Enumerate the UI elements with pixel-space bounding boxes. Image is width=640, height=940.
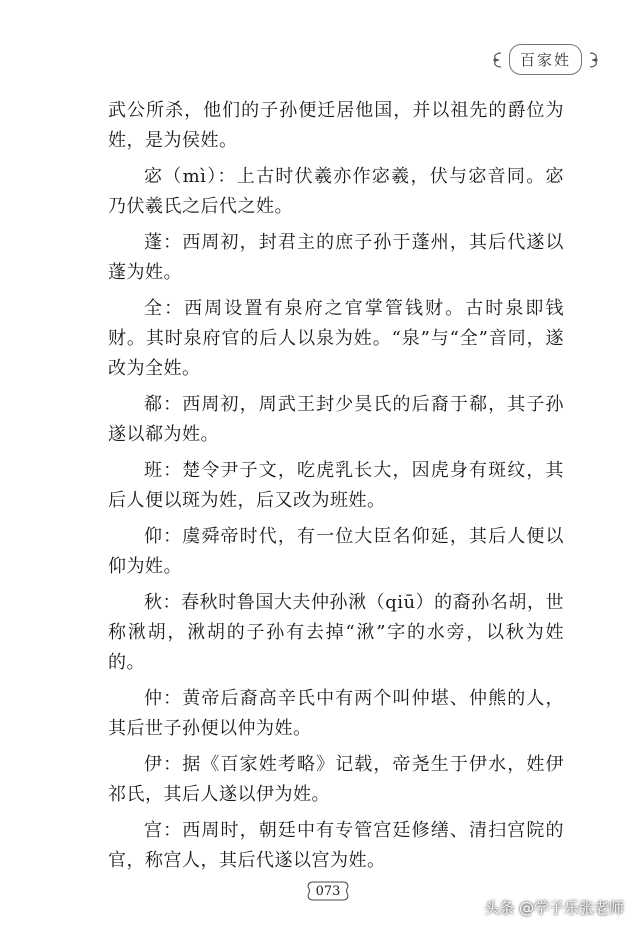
paragraph-surname-qiu: 秋：春秋时鲁国大夫仲孙湫（qiū）的裔孙名胡，世称湫胡，湫胡的子孙有去掉“湫”字的水旁，以秋为姓的。	[108, 592, 564, 673]
left-ornament-icon	[489, 51, 503, 69]
paragraph-surname-mi: 宓（mì）：上古时伏羲亦作宓羲，伏与宓音同。宓乃伏羲氏之后代之姓。	[108, 166, 564, 217]
header-title: 百家姓	[509, 44, 582, 75]
paragraph-surname-peng: 蓬：西周初，封君主的庶子孙于蓬州，其后代遂以蓬为姓。	[108, 232, 564, 283]
watermark: 头条 @学子乐张老师	[484, 899, 624, 917]
paragraph-surname-yi: 伊：据《百家姓考略》记载，帝尧生于伊水，姓伊祁氏，其后人遂以伊为姓。	[108, 754, 564, 805]
page-number	[305, 878, 351, 904]
paragraph-continuation: 武公所杀，他们的子孙便迁居他国，并以祖先的爵位为姓，是为侯姓。	[108, 100, 564, 151]
paragraph-surname-ban: 班：楚令尹子文，吃虎乳长大，因虎身有斑纹，其后人便以斑为姓，后又改为班姓。	[108, 460, 564, 511]
paragraph-surname-quan: 全：西周设置有泉府之官掌管钱财。古时泉即钱财。其时泉府官的后人以泉为姓。“泉”与“全”音同，遂改为全姓。	[108, 298, 564, 379]
page-content	[108, 96, 564, 882]
header-badge	[489, 44, 602, 75]
paragraph-surname-xi: 郗：西周初，周武王封少昊氏的后裔于郗，其子孙遂以郗为姓。	[108, 394, 564, 445]
paragraph-surname-zhong: 仲：黄帝后裔高辛氏中有两个叫仲堪、仲熊的人，其后世子孙便以仲为姓。	[108, 688, 564, 739]
right-ornament-icon	[588, 51, 602, 69]
page-number-text: 073	[315, 883, 341, 899]
paragraph-surname-gong: 宫：西周时，朝廷中有专管宫廷修缮、清扫宫院的官，称宫人，其后代遂以宫为姓。	[108, 820, 564, 871]
paragraph-surname-yang: 仰：虞舜帝时代，有一位大臣名仰延，其后人便以仰为姓。	[108, 526, 564, 577]
